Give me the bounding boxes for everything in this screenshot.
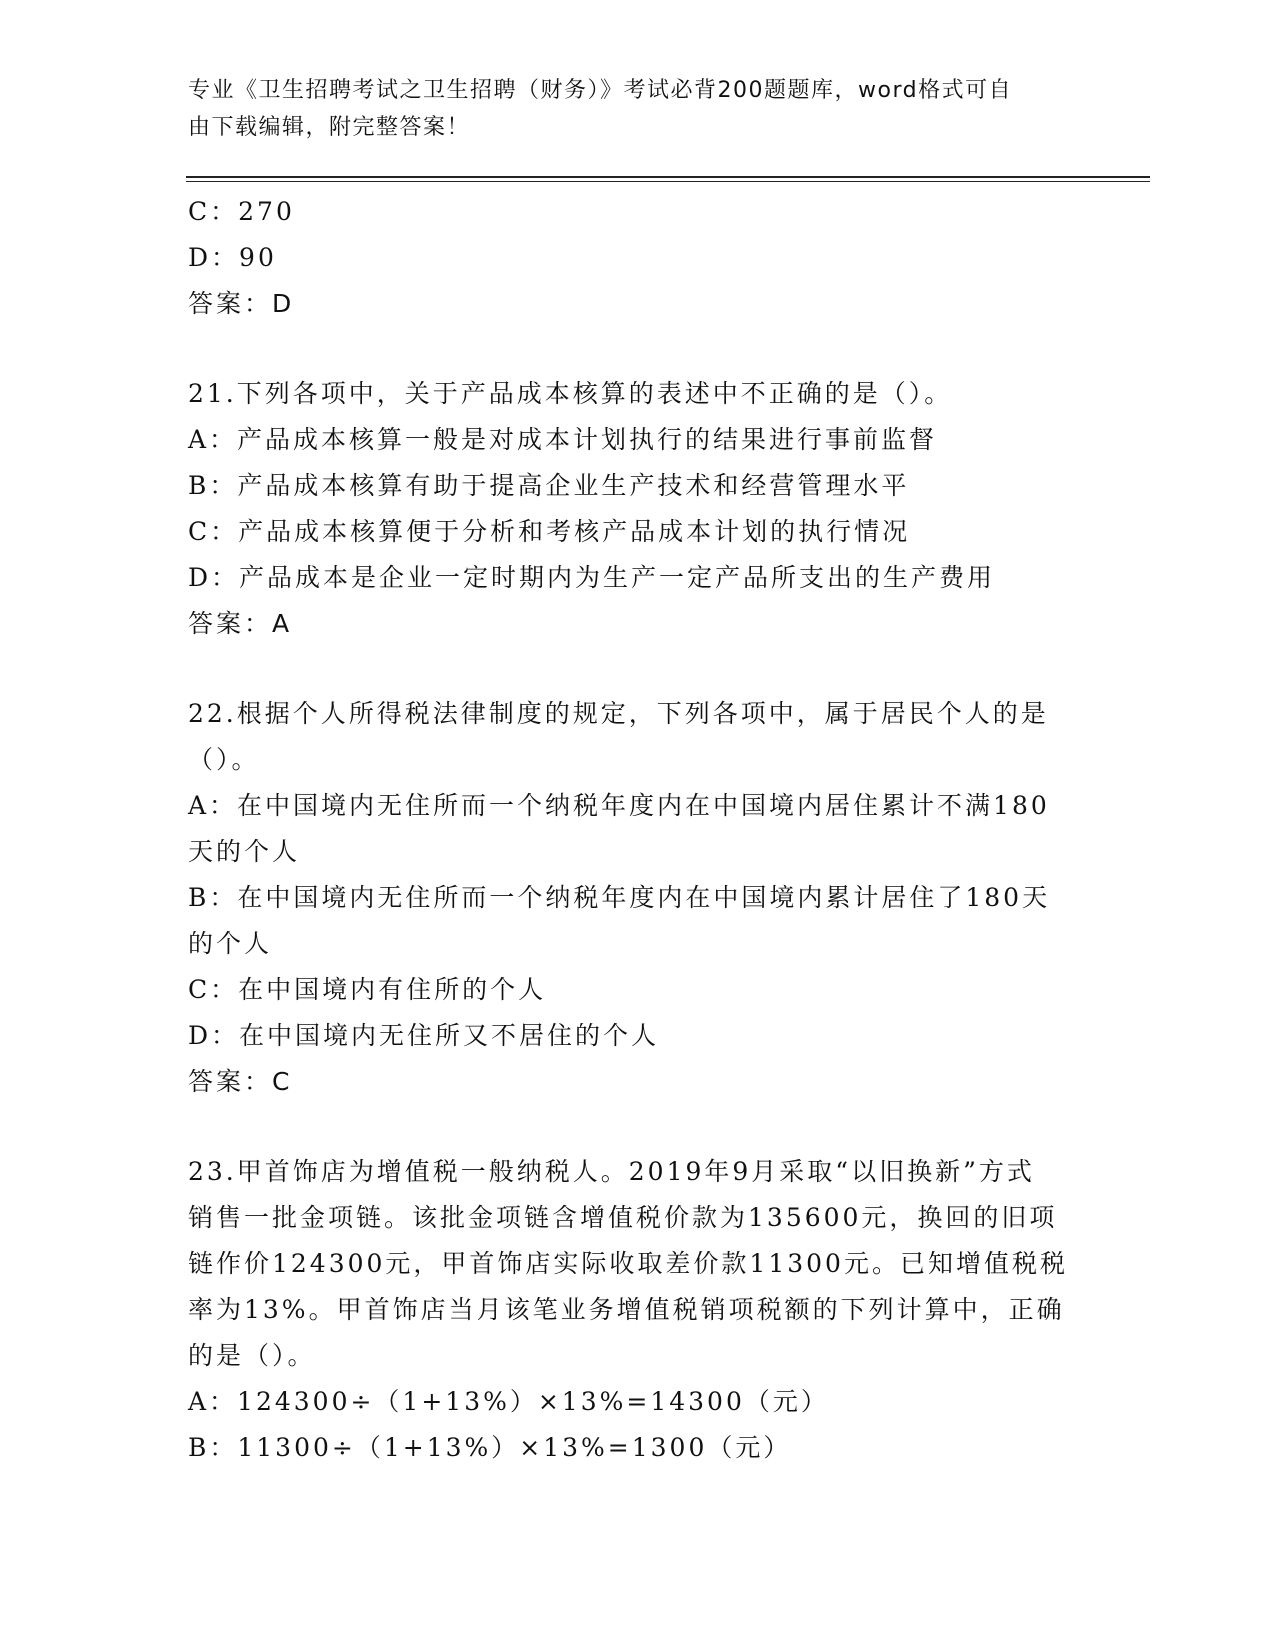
document-header — [188, 72, 1058, 146]
answer-line: 答案：D — [188, 289, 295, 318]
option-c: C：270 — [188, 197, 295, 226]
option-b: B：在中国境内无住所而一个纳税年度内在中国境内累计居住了180天 — [188, 883, 1051, 912]
spacer — [188, 647, 1078, 691]
option-b: B：产品成本核算有助于提高企业生产技术和经营管理水平 — [188, 471, 910, 500]
question-stem-cont: 销售一批金项链。该批金项链含增值税价款为135600元，换回的旧项 — [188, 1203, 1058, 1232]
option-b-cont: 的个人 — [188, 929, 273, 958]
option-a: A：在中国境内无住所而一个纳税年度内在中国境内居住累计不满180 — [188, 791, 1050, 820]
header-divider-thin — [186, 181, 1150, 182]
option-d: D：在中国境内无住所又不居住的个人 — [188, 1021, 660, 1050]
header-line-1: 专业《卫生招聘考试之卫生招聘（财务）》考试必背200题题库，word格式可自 — [188, 78, 1013, 103]
option-c: C：产品成本核算便于分析和考核产品成本计划的执行情况 — [188, 517, 911, 546]
option-c: C：在中国境内有住所的个人 — [188, 975, 547, 1004]
spacer — [188, 327, 1078, 371]
option-a: A：产品成本核算一般是对成本计划执行的结果进行事前监督 — [188, 425, 938, 454]
question-stem-cont: 率为13%。甲首饰店当月该笔业务增值税销项税额的下列计算中，正确 — [188, 1295, 1065, 1324]
question-21 — [188, 371, 1078, 647]
option-d: D：90 — [188, 243, 277, 272]
answer-line: 答案：A — [188, 609, 293, 638]
header-divider-thick — [186, 176, 1150, 178]
question-stem-cont: 的是（）。 — [188, 1341, 316, 1370]
document-body — [188, 189, 1078, 1471]
question-22 — [188, 691, 1078, 1105]
option-d: D：产品成本是企业一定时期内为生产一定产品所支出的生产费用 — [188, 563, 996, 592]
question-stem: 22.根据个人所得税法律制度的规定，下列各项中，属于居民个人的是 — [188, 699, 1049, 728]
answer-line: 答案：C — [188, 1067, 293, 1096]
header-line-2: 由下载编辑，附完整答案！ — [188, 115, 471, 140]
option-b: B：11300÷（1+13%）×13%=1300（元） — [188, 1433, 792, 1462]
question-23 — [188, 1149, 1078, 1471]
question-stem-cont: （）。 — [188, 745, 260, 774]
question-stem: 23.甲首饰店为增值税一般纳税人。2019年9月采取“以旧换新”方式 — [188, 1157, 1035, 1186]
question-stem: 21.下列各项中，关于产品成本核算的表述中不正确的是（）。 — [188, 379, 953, 408]
option-a: A：124300÷（1+13%）×13%=14300（元） — [188, 1387, 829, 1416]
question-20-continuation — [188, 189, 1078, 327]
question-stem-cont: 链作价124300元，甲首饰店实际收取差价款11300元。已知增值税税 — [188, 1249, 1068, 1278]
spacer — [188, 1105, 1078, 1149]
option-a-cont: 天的个人 — [188, 837, 301, 866]
